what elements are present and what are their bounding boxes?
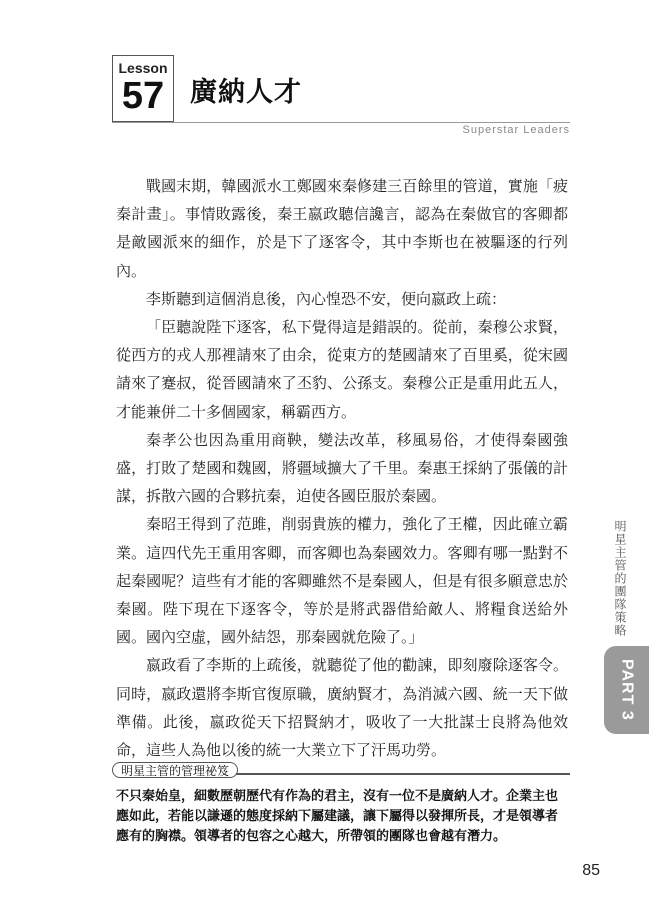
lesson-number: 57 [121,75,165,117]
lesson-title: 廣納人才 [190,77,302,108]
tip-text: 不只秦始皇，細數歷朝歷代有作為的君主，沒有一位不是廣納人才。企業主也應如此，若能以謙遜的態度採納下屬建議，讓下屬得以發揮所長，才是領導者應有的胸襟。領導者的包容之心越大，所帶領的團隊也會越有潛力。 [116,789,559,844]
lesson-label: Lesson [118,60,168,76]
paragraph: 嬴政看了李斯的上疏後，就聽從了他的勸諫，即刻廢除逐客令。同時，嬴政還將李斯官復原職，廣納賢才，為消滅六國、統一天下做準備。此後，嬴政從天下招賢納才，吸收了一大批謀士良將為他效命，這些人為他以後的統一大業立下了汗馬功勞。 [116,656,568,760]
section-title-vertical: 明星主管的團隊策略 [613,520,627,637]
paragraph: 秦孝公也因為重用商鞅，變法改革，移風易俗，才使得秦國強盛，打敗了楚國和魏國，將疆域擴大了千里。秦惠王採納了張儀的計謀，拆散六國的合夥抗秦，迫使各國臣服於秦國。 [116,430,568,506]
part-tab [604,646,649,734]
part-label: PART 3 [618,659,636,721]
lesson-badge [112,55,174,122]
series-subtitle: Superstar Leaders [462,124,570,136]
header-divider [112,122,570,123]
paragraph: 戰國末期，韓國派水工鄭國來秦修建三百餘里的管道，實施「疲秦計畫」。事情敗露後，秦王嬴政聽信讒言，認為在秦做官的客卿都是敵國派來的細作，於是下了逐客令，其中李斯也在被驅逐的行列內。 [116,177,568,280]
tip-header [112,760,570,780]
page-number: 85 [582,862,600,879]
body-text [116,172,568,764]
paragraph: 「臣聽說陛下逐客，私下覺得這是錯誤的。從前，秦穆公求賢，從西方的戎人那裡請來了由余，從東方的楚國請來了百里奚，從宋國請來了蹇叔，從晉國請來了丕豹、公孫支。秦穆公正是重用此五人，才能兼併二十多個國家，稱霸西方。 [116,318,568,421]
tip-label: 明星主管的管理祕笈 [112,762,238,778]
paragraph: 李斯聽到這個消息後，內心惶恐不安，便向嬴政上疏： [146,289,507,308]
paragraph: 秦昭王得到了范雎，削弱貴族的權力，強化了王權，因此確立霸業。這四代先王重用客卿，而客卿也為秦國效力。客卿有哪一點對不起秦國呢？這些有才能的客卿雖然不是秦國人，但是有很多願意忠於秦國。陛下現在下逐客令，等於是將武器借給敵人、將糧食送給外國。國內空虛，國外結怨，那秦國就危險了。」 [116,515,568,647]
